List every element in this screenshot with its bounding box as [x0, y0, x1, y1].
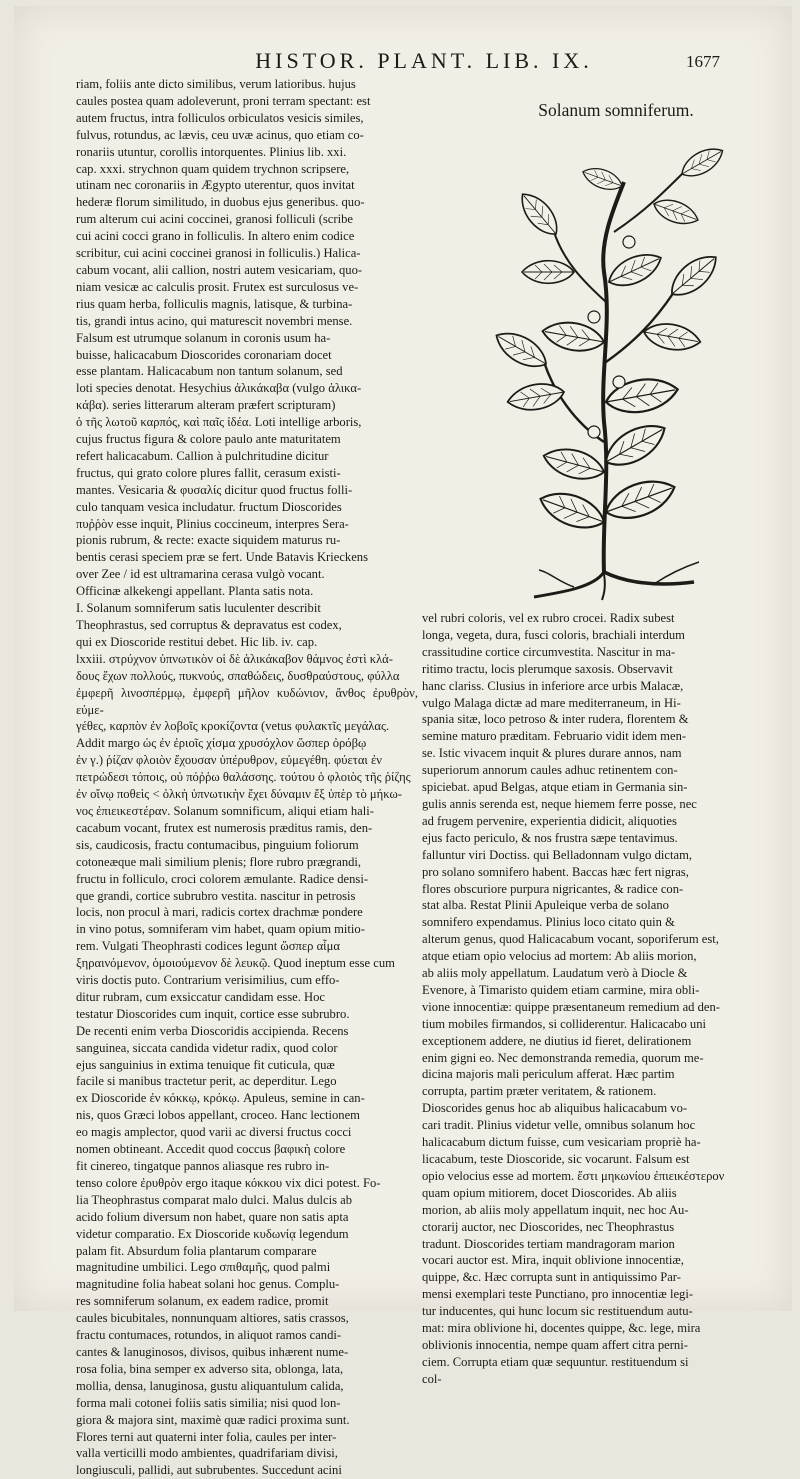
text-line: valla verticilli modo ambientes, quadrifariam divisi, [76, 1446, 338, 1461]
text-line: Officinæ alkekengi appellant. Planta satis nota. [76, 584, 314, 599]
text-line: atque etiam opio velocius ad mortem: Ab aliis morion, [422, 949, 697, 964]
text-line: ἐμφερῆ λινοσπέρμῳ, ἐμφερῆ μῆλον κυδώνιον, ἄνθος ἐρυθρὸν, εὐμε- [76, 685, 418, 717]
text-line: que grandi, cortice subrubro vestita. nascitur in petrosis [76, 888, 356, 903]
text-line: magnitudine umbilici. Lego σπιθαμῆς, quod palmi [76, 1260, 331, 1275]
text-line: fractu contumaces, rotundos, in aliquot ramos candi- [76, 1328, 342, 1343]
book-page [14, 6, 792, 1478]
text-line: vel rubri coloris, vel ex rubro crocei. Radix subest [422, 611, 675, 625]
text-line: fructu in folliculo, croci colorem æmulante. Radice densi- [76, 871, 369, 886]
text-line: cacabum vocant, frutex est numerosis præditus ramis, den- [76, 820, 373, 835]
text-line: cabum vocant, alii callion, nostri autem vesicariam, quo- [76, 262, 363, 277]
text-line: Addit margo ὡς ἐν ἐριοῖς χίσμα χρυσόχλον ὥσπερ ὀρόβῳ [76, 736, 367, 751]
text-line: ex Dioscoride ἐν κόκκῳ, κρόκῳ. Apuleus, semine in can- [76, 1091, 365, 1106]
text-line: testatur Dioscorides cum inquit, cortice esse subrubro. [76, 1006, 350, 1021]
text-line: fulvus, rotundus, ac lævis, ceu uvæ acinus, quo etiam co- [76, 127, 364, 142]
text-line: δους ἔχων πολλούς, πυκνούς, σπαθώδεις, δυσθραύστους, φύλλα [76, 668, 400, 683]
text-line: superiorum annorum caules adhuc retinentem con- [422, 763, 678, 778]
text-line: Theophrastus, sed corruptus & depravatus est codex, [76, 618, 342, 632]
text-line: ctorarij auctor, nec Dioscorides, nec Theophrastus [422, 1219, 675, 1234]
text-line: enim gigni eo. Nec demonstranda remedia, quorum me- [422, 1050, 704, 1065]
text-line: utinam nec coronariis in Ægypto uterentur, quos invitat [76, 178, 355, 193]
text-line: sanguinea, siccata candida videtur radix, quod color [76, 1040, 338, 1055]
text-line: magnitudine folia habeat solani hoc genus. Complu- [76, 1277, 340, 1292]
text-line: hanc clariss. Clusius in inferiore arce urbis Malacæ, [422, 678, 684, 693]
text-line: facile si manibus tractetur perit, ac deperditur. Lego [76, 1074, 337, 1089]
text-line: longiusculi, pallidi, aut subrubentes. Succedunt acini [76, 1463, 342, 1478]
text-line: vocari auctor est. Mira, inquit oblivione innocentiæ, [422, 1253, 684, 1268]
text-line: cari tradit. Plinius videtur velle, omnibus solanum hoc [422, 1118, 696, 1133]
text-line: rum alterum cui acini coccinei, granosi folliculi (scribe [76, 212, 353, 227]
text-line: ὁ τῆς λωτοῦ καρπός, καὶ παῖς ἰδέα. Loti intellige arboris, [76, 415, 362, 430]
text-line: mensi exemplari teste Punctiano, pro innocentiæ legi- [422, 1287, 694, 1302]
text-line: somnifero expendamus. Plinius loco citato quin & [422, 915, 675, 930]
text-line: γέθες, καρπὸν ἐν λοβοῖς κροκίζοντα (vetus φυλακτῖς μεγάλας. [76, 719, 390, 734]
text-line: tenso colore ἐρυθρὸν ergo itaque κόκκου vix dici potest. Fo- [76, 1175, 381, 1190]
text-line: viris doctis puto. Contrarium verisimilius, cum effo- [76, 973, 340, 988]
text-line: videtur comparatio. Ex Dioscoride κυδωνίᾳ legendum [76, 1226, 349, 1241]
text-line: rosa folia, bina semper ex adverso sita, oblonga, lata, [76, 1361, 344, 1376]
text-line: mantes. Vesicaria & φυσαλίς dicitur quod fructus folli- [76, 482, 353, 497]
text-line: stat alba. Restat Plinii Apuleique verba de solano [422, 898, 669, 913]
text-line: qui ex Dioscoride restitui debet. Hic lib. iv. cap. [76, 634, 318, 649]
text-line: spiciebat. apud Belgas, atque etiam in Germania sin- [422, 780, 688, 795]
text-line: Evenore, à Timaristo quidem etiam carmine, mira obli- [422, 982, 700, 997]
text-line: fit cinereo, tingatque pannos aliasque res rubro in- [76, 1159, 330, 1173]
text-line: scribitur, cui acini coccinei granosi in folliculis.) Halica- [76, 246, 361, 261]
text-line: ditur rubram, cum exsiccatur candidam esse. Hoc [76, 989, 325, 1004]
text-line: caules postea quam adoleverunt, proni terram spectant: est [76, 93, 371, 108]
solanum-plant-illustration [454, 142, 778, 602]
text-line: vulgo Malaga dictæ ad mare mediterraneum, in Hi- [422, 695, 681, 710]
text-line: sis, caudicosis, fractu contumacibus, pinguium foliorum [76, 837, 359, 852]
text-line: mat: mira oblivione hi, docentes quippe, &c. lege, mira [422, 1321, 701, 1336]
text-line: ad frugem pervenire, experientia didicit, aliquoties [422, 813, 677, 828]
text-line: autem fructus, intra folliculos orbiculatos vesicis similes, [76, 110, 364, 125]
text-line: ab aliis moly appellatum. Laudatum verò à Diocle & [422, 966, 688, 981]
text-line: pionis rubrum, & recte: exacte siquidem maturus ru- [76, 533, 341, 548]
text-line: cujus fructus figura & colore paulo ante maturitatem [76, 432, 341, 447]
text-line: cap. xxxi. strychnon quam quidem trychnon scripsere, [76, 161, 350, 176]
page-number: 1677 [686, 52, 720, 71]
figure-caption: Solanum somniferum. [538, 100, 694, 120]
text-line: halicacabum dictum fuisse, cum vesicariam propriè ha- [422, 1135, 701, 1150]
text-line: vione innocentiæ: quippe præsentaneum remedium ad den- [422, 999, 720, 1014]
text-line: col- [422, 1371, 442, 1386]
text-line: nis, quos Græci lobos appellant, croceo. Hanc lectionem [76, 1108, 360, 1123]
text-line: lxxiii. στρύχνον ὑπνωτικὸν οἱ δὲ ἁλικάκαβον θάμνος ἐστὶ κλά- [76, 651, 393, 666]
text-line: bentis cerasi speciem præ se fert. Unde Batavis Krieckens [76, 550, 369, 565]
text-line: cotoneæque mali similium plenis; flore rubro prægrandi, [76, 854, 362, 869]
text-line: rius quam herba, folliculis magnis, latisque, & turbina- [76, 296, 353, 311]
text-line: riam, foliis ante dicto similibus, verum latioribus. hujus [76, 77, 356, 91]
right-column [422, 610, 782, 1388]
text-line: ἐν γ.) ῥίζαν φλοιὸν ἔχουσαν ὑπέρυθρον, εὐμεγέθη. φύεται ἐν [76, 753, 382, 768]
text-line: in vino potus, somniferam vim habet, quam opium mitio- [76, 922, 365, 937]
text-line: ronariis utuntur, corollis intorquentes. Plinius lib. xxi. [76, 144, 347, 159]
text-line: licacabum, teste Dioscoride, sic vocarunt. Falsum est [422, 1152, 690, 1166]
text-line: πυῤῥὸν esse inquit, Plinius coccineum, interpres Sera- [76, 516, 349, 531]
text-line: loti species denotat. Hesychius ἀλικάκαβα (vulgo ἀλικα- [76, 381, 362, 396]
text-line: over Zee / id est ultramarina cerasa vulgò vocant. [76, 567, 325, 582]
text-line: spania sitæ, loco petroso & inter rudera, florentem & [422, 712, 689, 727]
text-line: longa, vegeta, dura, fusci coloris, brachiali interdum [422, 627, 685, 642]
text-line: πετρώδεσι τόποις, οὐ πόῤῥω θαλάσσης. τούτου ὁ φλοιὸς τῆς ῥίζης [76, 770, 411, 785]
text-line: Falsum est utrumque solanum in coronis usum ha- [76, 330, 331, 345]
text-line: falluntur viri Doctiss. qui Belladonnam vulgo dictam, [422, 847, 693, 862]
text-line: cantes & lanuginosos, divisos, quibus inhærent nume- [76, 1344, 349, 1359]
text-line: Dioscorides genus hoc ab aliquibus halicacabum vo- [422, 1101, 688, 1116]
text-line: exceptionem addere, ne diutius id fieret, delirationem [422, 1033, 692, 1048]
running-head: HISTOR. PLANT. LIB. IX. [255, 48, 593, 73]
text-line: I. Solanum somniferum satis luculenter describit [76, 601, 321, 616]
text-line: oblivionis innocentia, nempe quam affert citra perni- [422, 1337, 688, 1352]
text-line: morion, ab aliis moly appellatum inquit, nec hoc Au- [422, 1202, 689, 1217]
text-line: crassitudine cortice circumvestita. Nascitur in ma- [422, 644, 676, 659]
left-column [76, 76, 418, 1479]
text-line: hederæ florum similitudo, in duobus ejus generibus. quo- [76, 195, 365, 210]
text-line: res somniferum solanum, ex eadem radice, promit [76, 1294, 329, 1309]
text-line: alterum genus, quod Halicacabum vocant, soporiferum est, [422, 932, 719, 947]
text-line: quippe, &c. Hæc corrupta sunt in antiquissimo Par- [422, 1270, 681, 1285]
text-line: semine maturo præditam. Februario vidit idem men- [422, 729, 687, 744]
text-line: quam opium mitiorem, docet Dioscorides. Ab aliis [422, 1185, 677, 1200]
text-line: forma mali cotonei foliis satis similia; nisi quod lon- [76, 1395, 341, 1410]
text-line: κάβα). series litterarum alteram præfert scripturam) [76, 398, 336, 413]
text-line: acido folium diversum non habet, quare non satis apta [76, 1209, 349, 1224]
text-line: opio velocius esse ad mortem. ἔστι μηκωνίου ἐπιεικέστερον [422, 1168, 725, 1183]
text-line: ejus sanguinius in extima tenuique fit cuticula, quæ [76, 1057, 335, 1072]
text-line: pro solano somnifero habent. Baccas hæc fert nigras, [422, 864, 689, 879]
text-line: corrupta, partim præter veritatem, & rationem. [422, 1084, 657, 1099]
text-line: cui acini cocci grano in folliculis. In altero enim codice [76, 229, 355, 244]
text-line: caules bicubitales, nonnunquam altiores, satis crassos, [76, 1311, 349, 1326]
text-line: mollia, densa, lanuginosa, gustu aliquantulum calida, [76, 1378, 344, 1393]
text-line: tium mobiles firmandos, si colliderentur. Halicacabo uni [422, 1016, 706, 1031]
text-line: ritimo tractu, locis plerumque saxosis. Observavit [422, 661, 673, 676]
text-line: locis, non procul à mari, radicis cortex drachmæ pondere [76, 905, 363, 920]
text-line: De recenti enim verba Dioscoridis accipienda. Recens [76, 1023, 349, 1038]
text-line: ξηραινόμενον, ὁμοιούμενον δὲ λευκῷ. Quod ineptum esse cum [76, 956, 395, 971]
text-line: tradunt. Dioscorides tertiam mandragoram marion [422, 1236, 675, 1251]
text-line: flores obscuriore purpura nigricantes, & radice con- [422, 881, 684, 896]
text-line: eo magis amplector, quod varii ac diversi fructus cocci [76, 1125, 352, 1140]
text-line: palam fit. Absurdum folia plantarum comparare [76, 1243, 317, 1258]
text-line: fructus, qui grato colore plures fallit, cerasum existi- [76, 465, 341, 480]
text-line: lia Theophrastus comparat malo dulci. Malus dulcis ab [76, 1192, 353, 1207]
text-line: tis, grandi intus acino, qui maturescit novembri mense. [76, 313, 353, 328]
text-line: ejus facto periculo, & nos frustra sæpe tentavimus. [422, 830, 678, 845]
text-line: refert halicacabum. Callion à pulchritudine dicitur [76, 448, 329, 463]
text-line: buisse, halicacabum Dioscorides coronariam docet [76, 347, 332, 362]
text-line: ἐν οἴνῳ ποθεὶς < ὀλκὴ ὑπνωτικὴν ἔχει δύναμιν ἔξ ὑπὲρ τὸ μήκω- [76, 787, 402, 802]
text-line: niam vesicæ ac calculis prosit. Frutex est surculosus ve- [76, 279, 359, 294]
text-line: nomen obtineant. Accedit quod coccus βαφικὴ colore [76, 1142, 346, 1157]
text-line: νος ἐπιεικεστέραν. Solanum somnificum, aliqui etiam hali- [76, 803, 374, 818]
text-line: tur inducentes, qui hunc locum sic restituendum autu- [422, 1304, 693, 1319]
woodcut-figure [454, 92, 778, 602]
text-line: rem. Vulgati Theophrasti codices legunt ὥσπερ αἷμα [76, 939, 340, 954]
text-line: se. Istic vivacem inquit & plures durare annos, nam [422, 746, 682, 761]
text-line: dicina majoris mali periculum afferat. Hæc partim [422, 1067, 675, 1082]
text-line: giora & majora sint, maximè quæ radici proxima sunt. [76, 1412, 350, 1427]
text-line: gulis annis serenda est, neque hiemem ferre posse, nec [422, 796, 697, 811]
text-line: culo tanquam vesica includatur. fructum Dioscorides [76, 499, 342, 514]
text-line: Flores terni aut quaterni inter folia, caules per inter- [76, 1429, 337, 1444]
text-line: ciem. Corrupta etiam quæ sequuntur. restituendum si [422, 1354, 689, 1369]
text-line: esse plantam. Halicacabum non tantum solanum, sed [76, 364, 343, 379]
